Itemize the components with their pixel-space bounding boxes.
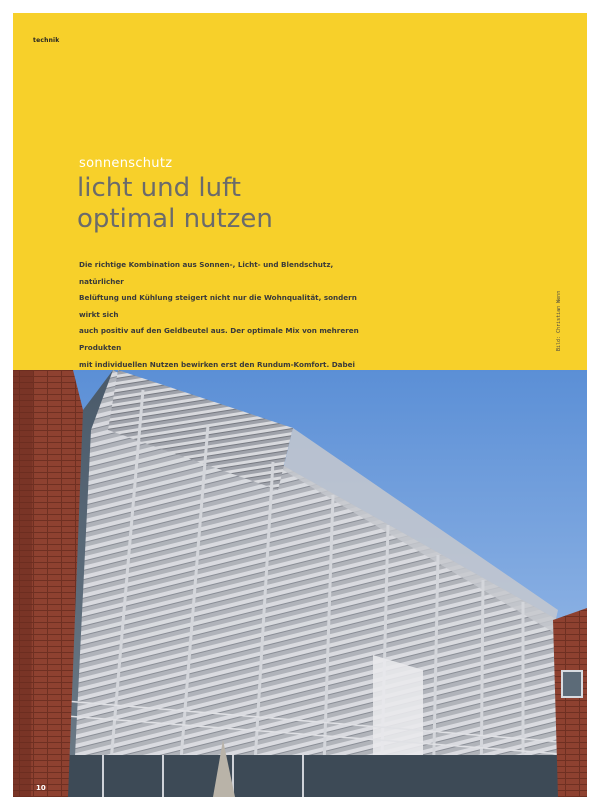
lead-line-1: Die richtige Kombination aus Sonnen-, Licht- und Blendschutz, natürlicher <box>79 260 334 286</box>
louvre-panel-highlight <box>373 655 423 770</box>
building-facade-photo <box>13 370 587 797</box>
headline-line-2: optimal nutzen <box>77 204 273 234</box>
lead-line-3: auch positiv auf den Geldbeutel aus. Der optimale Mix von mehreren Produkten <box>79 326 359 352</box>
header-panel <box>13 13 587 370</box>
photo-credit: Bild: Christian Wenn <box>556 290 562 351</box>
magazine-page <box>13 13 587 797</box>
lead-line-4: mit individuellen Nutzen bewirken erst den Rundum-Komfort. Dabei <box>79 359 356 369</box>
lead-line-2: Belüftung und Kühlung steigert nicht nur die Wohnqualität, sondern wirkt sich <box>79 293 357 319</box>
page-number: 10 <box>36 784 46 792</box>
ground-floor-windows <box>53 755 561 797</box>
article-headline <box>77 173 273 235</box>
brick-building-right <box>553 608 587 797</box>
section-tag: technik <box>33 37 60 44</box>
article-kicker: sonnenschutz <box>79 156 173 171</box>
headline-line-1: licht und luft <box>77 173 241 203</box>
